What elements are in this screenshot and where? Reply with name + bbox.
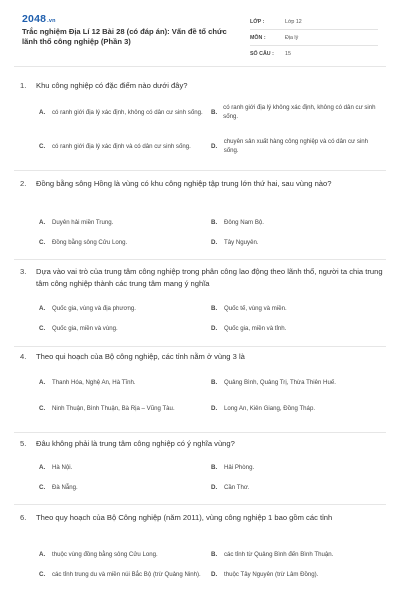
option-text: Hà Nội.	[52, 463, 73, 471]
option-letter: C.	[39, 404, 46, 412]
question-text: Theo qui hoạch của Bộ công nghiệp, các tỉnh nằm ở vùng 3 là	[36, 352, 245, 361]
question-text: Khu công nghiệp có đặc điểm nào dưới đây?	[36, 81, 188, 90]
question-4	[14, 351, 386, 431]
option-text: Đông Nam Bộ.	[224, 218, 264, 226]
option-letter: B.	[211, 378, 218, 386]
option-text: Cần Thơ.	[224, 483, 250, 491]
option-letter: C.	[39, 238, 46, 246]
meta-row-count	[250, 46, 378, 62]
option-text: các tỉnh từ Quảng Bình đến Bình Thuận.	[224, 550, 334, 558]
option-d[interactable]	[211, 230, 381, 254]
meta-value: Địa lý	[285, 34, 299, 41]
option-d[interactable]	[211, 316, 381, 340]
meta-label: MÔN :	[250, 34, 266, 41]
question-text: Dựa vào vai trò của trung tâm công nghiệp trong phân công lao động theo lãnh thổ, người ta chia trung tâm công nghiệp thành các trung tâm mang ý nghĩa	[36, 267, 383, 288]
option-letter: A.	[39, 463, 46, 471]
meta-label: SỐ CÂU :	[250, 51, 274, 57]
option-b[interactable]	[211, 544, 381, 564]
divider	[14, 170, 386, 171]
option-text: Quốc tế, vùng và miền.	[224, 304, 287, 312]
option-letter: B.	[211, 108, 218, 116]
option-a[interactable]	[39, 370, 209, 394]
question-text: Đồng bằng sông Hồng là vùng có khu công nghiệp tập trung lớn thứ hai, sau vùng nào?	[36, 179, 332, 188]
meta-row-class	[250, 14, 378, 30]
page-header	[0, 0, 400, 66]
question-3	[14, 266, 386, 346]
option-letter: B.	[211, 218, 218, 226]
meta-value: 15	[285, 51, 291, 57]
question-number: 1.	[20, 81, 27, 90]
option-b[interactable]	[211, 100, 381, 124]
option-text: thuộc Tây Nguyên (trừ Lâm Đồng).	[224, 570, 319, 578]
question-number: 5.	[20, 439, 27, 448]
option-text: thuộc vùng đồng bằng sông Cửu Long.	[52, 550, 158, 558]
option-d[interactable]	[211, 134, 381, 158]
question-6	[14, 512, 386, 600]
option-letter: C.	[39, 142, 46, 150]
option-c[interactable]	[39, 564, 209, 584]
option-letter: A.	[39, 108, 46, 116]
option-letter: C.	[39, 483, 46, 491]
option-c[interactable]	[39, 134, 209, 158]
site-logo[interactable]	[22, 13, 56, 25]
option-text: Tây Nguyên.	[224, 238, 259, 246]
question-number: 6.	[20, 513, 27, 522]
question-1	[14, 80, 386, 170]
option-d[interactable]	[211, 396, 381, 420]
divider	[14, 504, 386, 505]
option-letter: D.	[211, 238, 218, 246]
meta-value: Lớp 12	[285, 18, 302, 25]
option-text: có ranh giới địa lý xác định, không có dân cư sinh sống.	[52, 108, 203, 116]
divider	[14, 66, 386, 67]
option-b[interactable]	[211, 370, 381, 394]
divider	[14, 346, 386, 347]
option-text: Quảng Bình, Quảng Trị, Thừa Thiên Huế.	[224, 378, 336, 386]
question-number: 2.	[20, 179, 27, 188]
option-letter: B.	[211, 463, 218, 471]
option-c[interactable]	[39, 316, 209, 340]
option-text: chuyên sản xuất hàng công nghiệp và có dân cư sinh sống.	[223, 138, 369, 154]
option-letter: D.	[211, 142, 218, 150]
option-letter: D.	[211, 404, 218, 412]
option-text: có ranh giới địa lý không xác định, không có dân cư sinh sống.	[223, 104, 376, 120]
option-text: Quốc gia, miền và tỉnh.	[224, 324, 287, 332]
option-text: Hải Phòng.	[224, 463, 255, 471]
logo-suffix: .vn	[47, 18, 56, 24]
option-letter: B.	[211, 550, 218, 558]
option-letter: D.	[211, 483, 218, 491]
meta-table	[250, 14, 378, 62]
option-letter: C.	[39, 324, 46, 332]
option-text: các tỉnh trung du và miền núi Bắc Bộ (trừ Quảng Ninh).	[52, 570, 201, 578]
option-letter: A.	[39, 378, 46, 386]
option-a[interactable]	[39, 544, 209, 564]
option-c[interactable]	[39, 475, 209, 499]
question-number: 3.	[20, 267, 27, 276]
divider	[14, 259, 386, 260]
option-text: Thanh Hóa, Nghệ An, Hà Tĩnh.	[52, 378, 136, 386]
option-text: Quốc gia, miền và vùng.	[52, 324, 118, 332]
option-text: Quốc gia, vùng và địa phương.	[52, 304, 136, 312]
option-letter: B.	[211, 304, 218, 312]
page-title: Trắc nghiệm Địa Lí 12 Bài 28 (có đáp án): Vấn đề tổ chức lãnh thổ công nghiệp (Phần 3)	[22, 27, 227, 46]
option-a[interactable]	[39, 100, 209, 124]
option-text: Duyên hải miền Trung.	[52, 218, 114, 226]
option-letter: D.	[211, 570, 218, 578]
option-letter: C.	[39, 570, 46, 578]
option-c[interactable]	[39, 396, 209, 420]
option-d[interactable]	[211, 475, 381, 499]
option-letter: A.	[39, 304, 46, 312]
option-letter: A.	[39, 218, 46, 226]
option-d[interactable]	[211, 564, 381, 584]
option-letter: D.	[211, 324, 218, 332]
option-text: Ninh Thuận, Bình Thuận, Bà Rịa – Vũng Tàu.	[52, 404, 175, 412]
option-text: Đà Nẵng.	[52, 483, 78, 491]
meta-label: LỚP :	[250, 18, 265, 25]
question-text: Theo quy hoạch của Bộ Công nghiệp (năm 2011), vùng công nghiệp 1 bao gồm các tỉnh	[36, 513, 333, 522]
question-text: Đâu không phải là trung tâm công nghiệp có ý nghĩa vùng?	[36, 439, 235, 448]
meta-row-subject	[250, 30, 378, 46]
logo-text: 2048	[22, 13, 47, 25]
option-c[interactable]	[39, 230, 209, 254]
question-5	[14, 438, 386, 502]
option-text: Đồng bằng sông Cửu Long.	[52, 238, 128, 246]
option-text: Long An, Kiên Giang, Đồng Tháp.	[224, 404, 316, 412]
question-number: 4.	[20, 352, 27, 361]
option-text: có ranh giới địa lý xác định và có dân cư sinh sống.	[52, 142, 191, 150]
divider	[14, 432, 386, 433]
option-letter: A.	[39, 550, 46, 558]
question-2	[14, 178, 386, 256]
